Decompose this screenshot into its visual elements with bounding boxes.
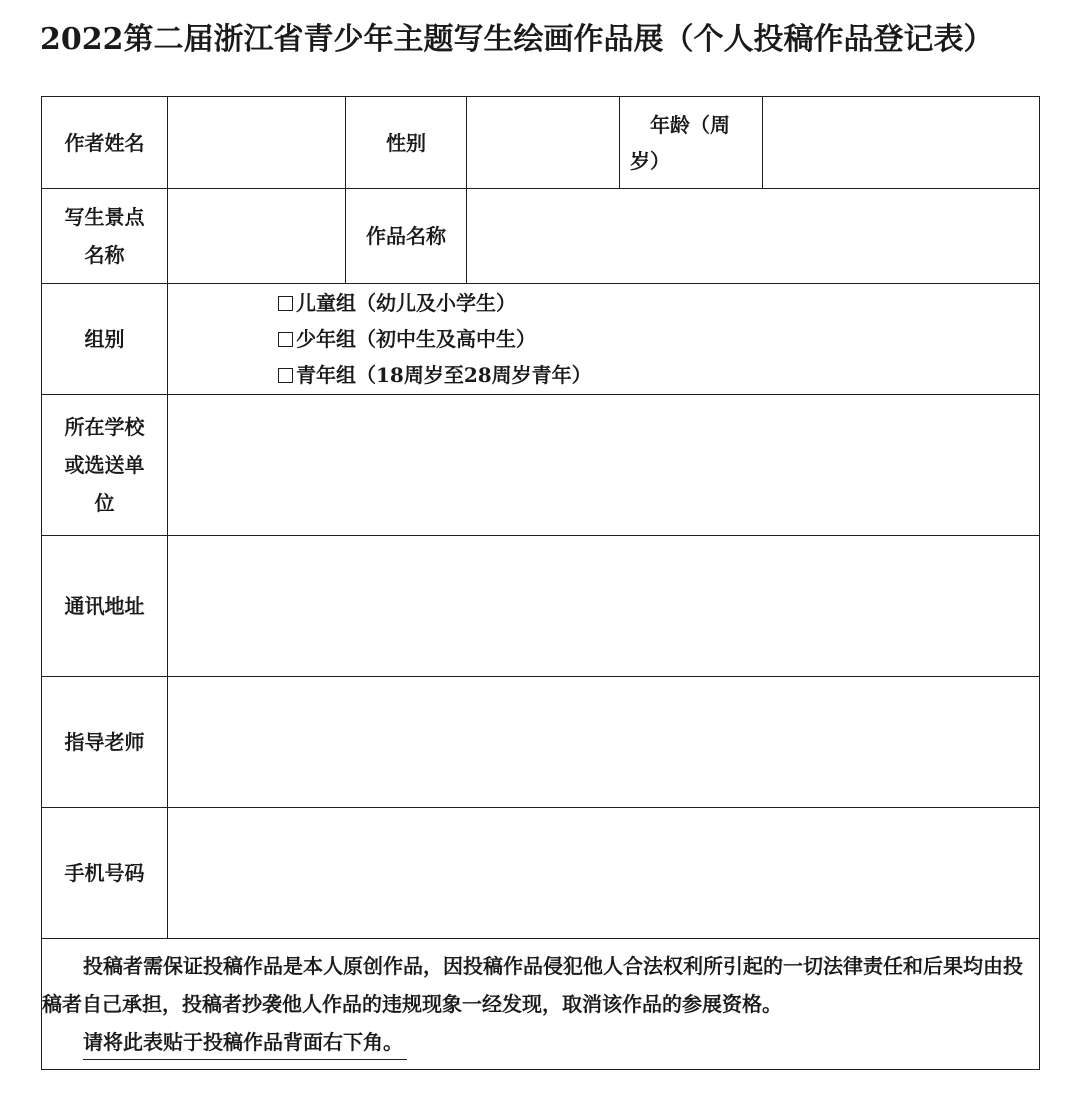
age-label-line2: 岁） <box>630 148 670 173</box>
school-label-line1: 所在学校 <box>64 415 145 439</box>
row-group <box>42 284 1040 395</box>
checkbox-children[interactable] <box>278 296 293 311</box>
group-option-youth[interactable] <box>278 357 1039 393</box>
address-field[interactable] <box>168 536 1040 677</box>
address-label: 通讯地址 <box>42 536 168 677</box>
age-field[interactable] <box>763 97 1040 189</box>
scene-label <box>42 189 168 284</box>
checkbox-teen[interactable] <box>278 332 293 347</box>
group-option-youth-label: 青年组（18周岁至28周岁青年） <box>296 363 592 387</box>
teacher-label: 指导老师 <box>42 677 168 808</box>
row-author <box>42 97 1040 189</box>
school-label-line3: 位 <box>94 491 115 515</box>
phone-label: 手机号码 <box>42 808 168 939</box>
gender-label: 性别 <box>346 97 467 189</box>
age-label <box>620 97 763 189</box>
row-phone <box>42 808 1040 939</box>
group-label: 组别 <box>42 284 168 395</box>
declaration-note <box>42 939 1040 1070</box>
row-teacher <box>42 677 1040 808</box>
scene-field[interactable] <box>168 189 346 284</box>
attach-instruction: 请将此表贴于投稿作品背面右下角。 <box>83 1025 407 1060</box>
row-scene <box>42 189 1040 284</box>
declaration-text: 投稿者需保证投稿作品是本人原创作品，因投稿作品侵犯他人合法权利所引起的一切法律责任和后果均由投稿者自己承担，投稿者抄袭他人作品的违规现象一经发现，取消该作品的参展资格。 <box>42 954 1023 1016</box>
school-label-line2: 或选送单 <box>64 453 145 477</box>
page-title: 2022第二届浙江省青少年主题写生绘画作品展（个人投稿作品登记表） <box>40 22 994 57</box>
school-label <box>42 395 168 536</box>
school-field[interactable] <box>168 395 1040 536</box>
row-note <box>42 939 1040 1070</box>
group-option-children[interactable] <box>278 285 1039 321</box>
group-option-teen[interactable] <box>278 321 1039 357</box>
work-title-field[interactable] <box>467 189 1040 284</box>
group-option-children-label: 儿童组（幼儿及小学生） <box>296 291 516 315</box>
registration-form <box>41 96 1040 1070</box>
phone-field[interactable] <box>168 808 1040 939</box>
teacher-field[interactable] <box>168 677 1040 808</box>
age-label-line1: 年龄（周 <box>650 112 730 137</box>
checkbox-youth[interactable] <box>278 368 293 383</box>
row-school <box>42 395 1040 536</box>
gender-field[interactable] <box>467 97 620 189</box>
scene-label-line1: 写生景点 <box>64 205 145 229</box>
group-option-teen-label: 少年组（初中生及高中生） <box>296 327 536 351</box>
author-name-label: 作者姓名 <box>42 97 168 189</box>
group-options <box>168 284 1040 395</box>
row-address <box>42 536 1040 677</box>
author-name-field[interactable] <box>168 97 346 189</box>
scene-label-line2: 名称 <box>84 243 125 267</box>
work-title-label: 作品名称 <box>346 189 467 284</box>
